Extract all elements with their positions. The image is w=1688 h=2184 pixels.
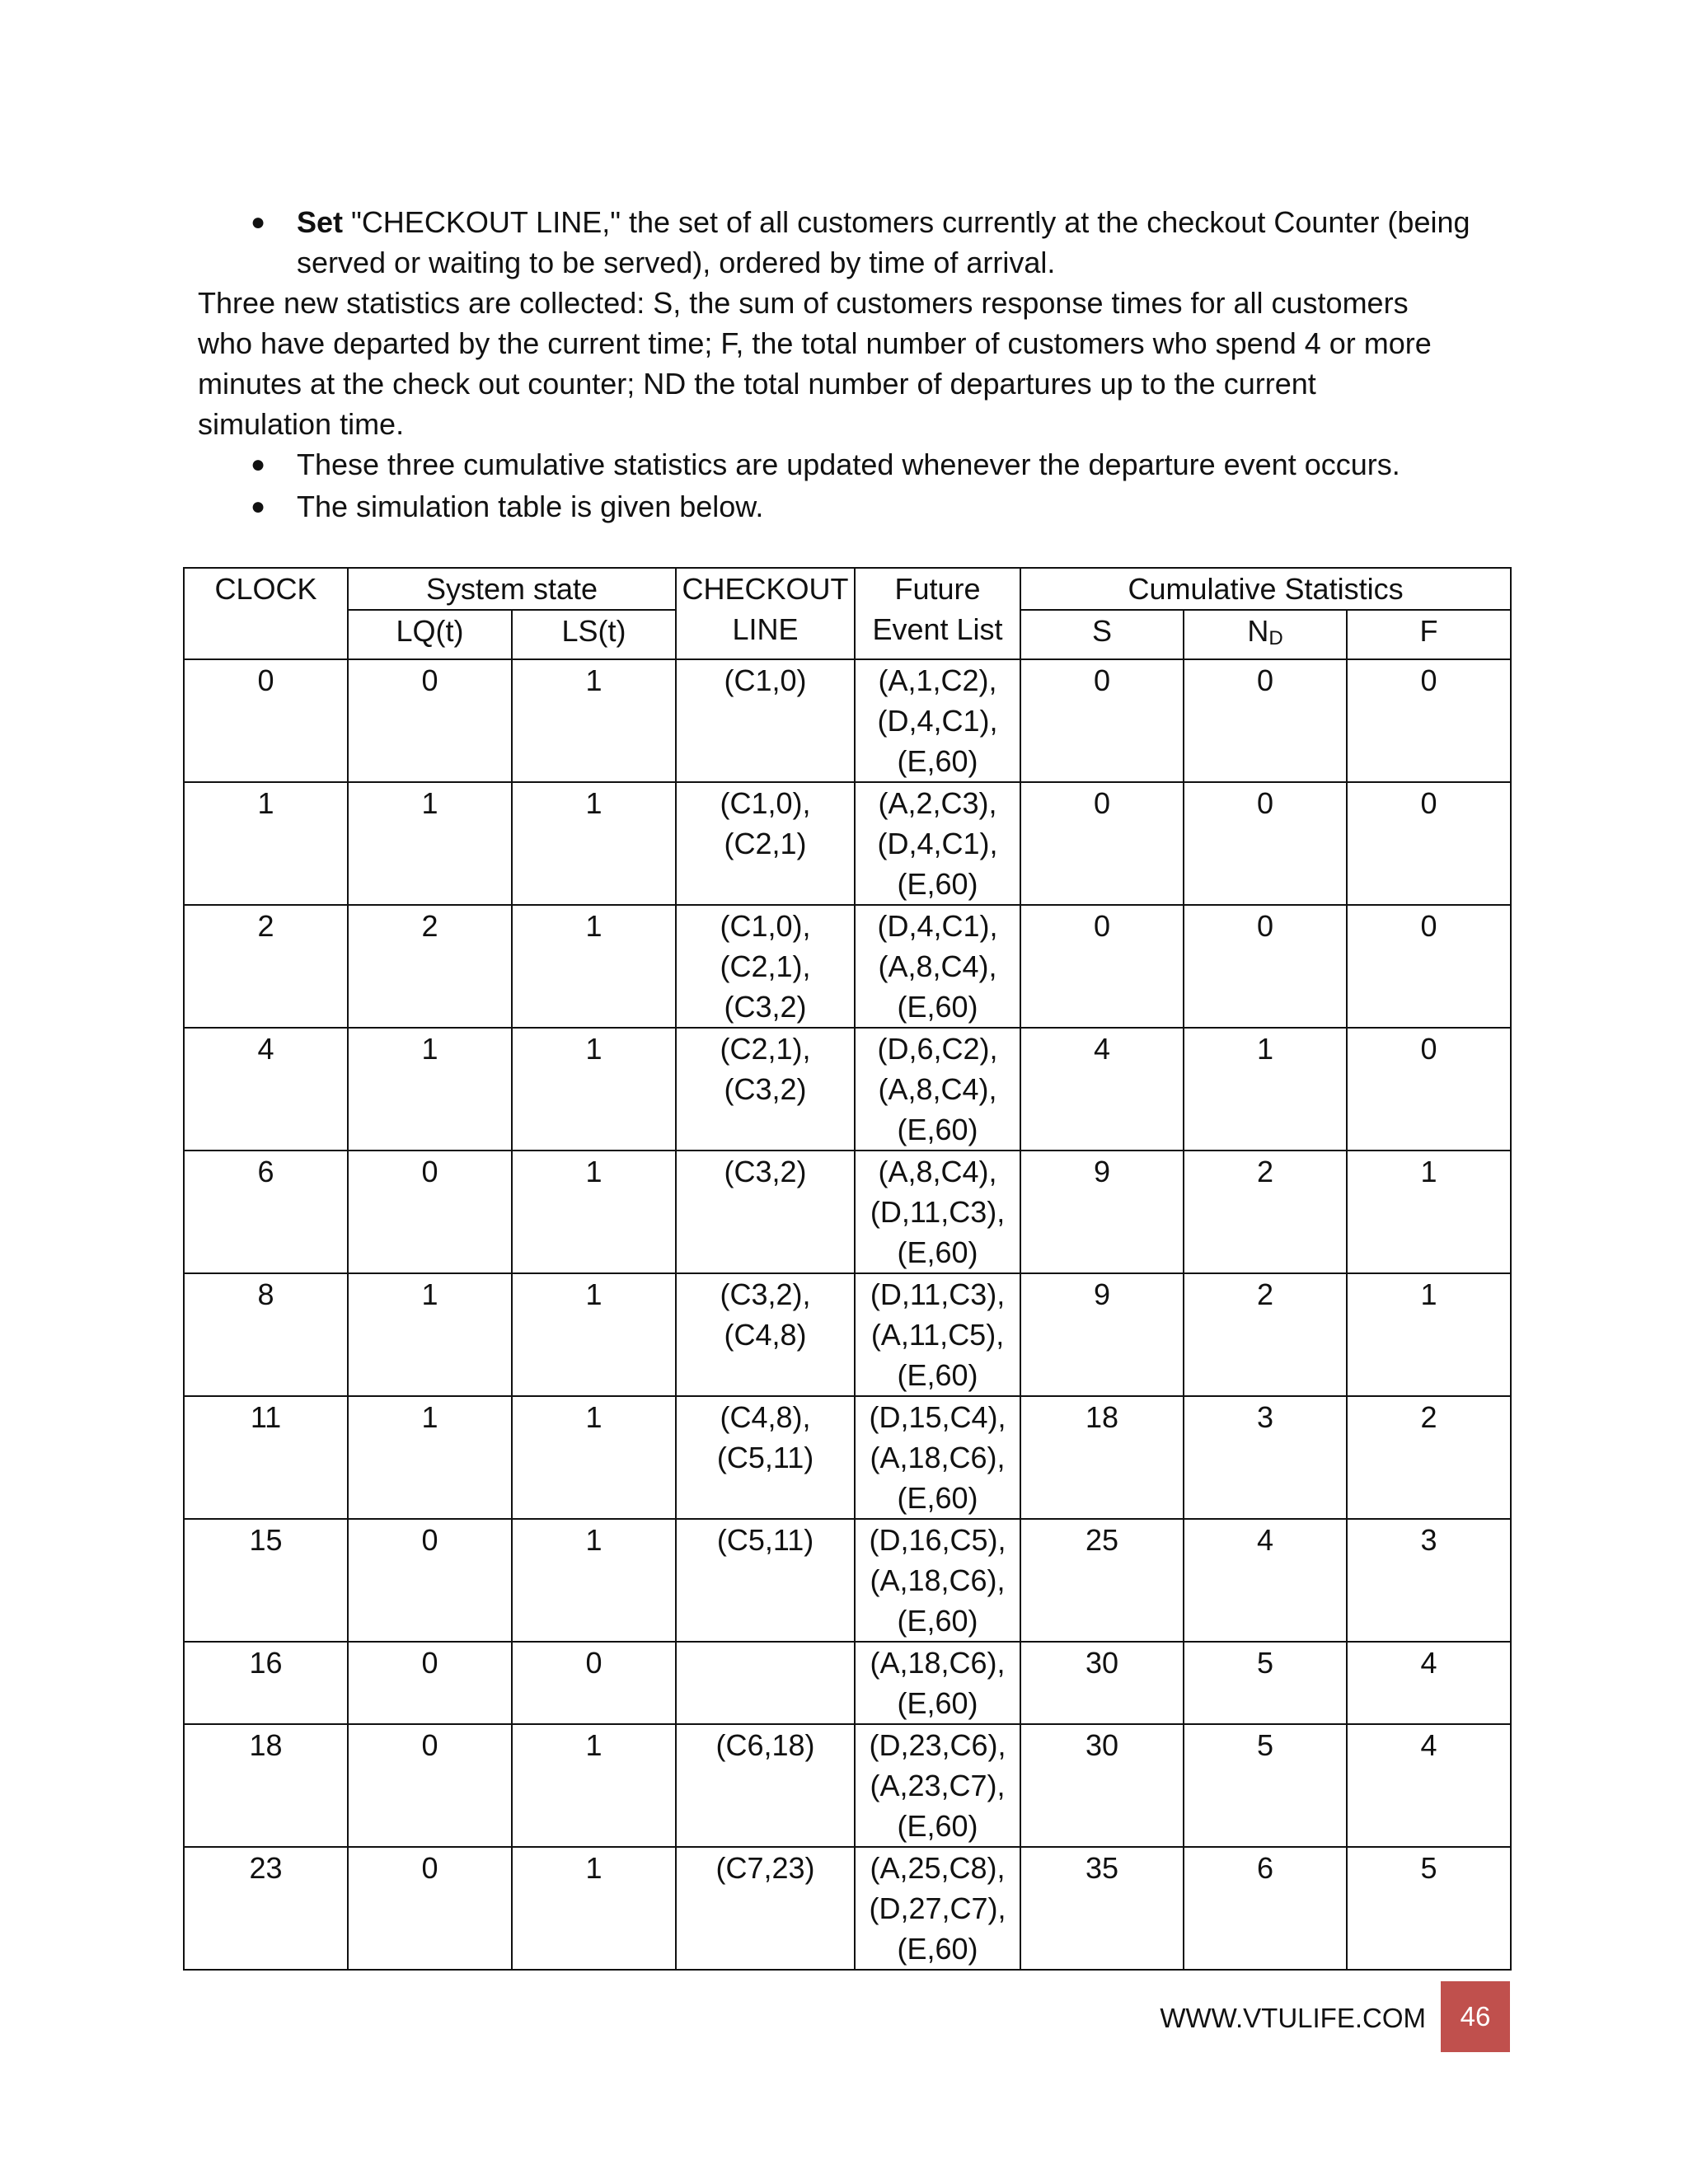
cell-f: 4 [1347,1724,1511,1847]
table-row [184,1396,1511,1519]
cell-nd: 3 [1184,1396,1347,1519]
cell-checkout-line: (C6,18) [676,1724,855,1847]
cell-future-event-list: (A,25,C8), (D,27,C7), (E,60) [855,1847,1020,1970]
header-future-event-list: Future Event List [855,568,1020,659]
table-row [184,782,1511,905]
cell-ls: 1 [512,1724,676,1847]
cell-lq: 0 [348,1519,512,1642]
bold-term: Set [297,205,344,239]
cell-future-event-list: (D,15,C4), (A,18,C6), (E,60) [855,1396,1020,1519]
cell-s: 35 [1020,1847,1184,1970]
cell-checkout-line: (C3,2), (C4,8) [676,1273,855,1396]
cell-f: 0 [1347,905,1511,1028]
cell-s: 4 [1020,1028,1184,1151]
cell-clock: 4 [184,1028,348,1151]
footer-site: WWW.VTULIFE.COM [1160,2003,1426,2033]
header-system-state: System state [348,568,676,610]
cell-f: 1 [1347,1151,1511,1273]
cell-lq: 0 [348,659,512,782]
bullet-text: The simulation table is given below. [297,490,764,523]
paragraph-line: minutes at the check out counter; ND the total number of departures up to the current [198,367,1316,401]
cell-s: 9 [1020,1151,1184,1273]
cell-lq: 1 [348,1396,512,1519]
cell-s: 18 [1020,1396,1184,1519]
table-row [184,1151,1511,1273]
bullet-text: These three cumulative statistics are updated whenever the departure event occurs. [297,448,1400,481]
table-row [184,1028,1511,1151]
cell-s: 0 [1020,659,1184,782]
cell-lq: 1 [348,782,512,905]
cell-checkout-line: (C5,11) [676,1519,855,1642]
paragraph-line: simulation time. [198,407,405,441]
header-clock: CLOCK [184,568,348,659]
cell-lq: 0 [348,1642,512,1724]
table-row [184,1519,1511,1642]
table-row [184,1273,1511,1396]
cell-nd: 1 [1184,1028,1347,1151]
header-lq: LQ(t) [348,610,512,659]
header-nd: ND [1184,610,1347,659]
cell-future-event-list: (A,8,C4), (D,11,C3), (E,60) [855,1151,1020,1273]
cell-lq: 0 [348,1847,512,1970]
cell-clock: 0 [184,659,348,782]
cell-ls: 1 [512,905,676,1028]
cell-future-event-list: (A,2,C3), (D,4,C1), (E,60) [855,782,1020,905]
cell-lq: 0 [348,1724,512,1847]
cell-f: 0 [1347,1028,1511,1151]
cell-future-event-list: (D,4,C1), (A,8,C4), (E,60) [855,905,1020,1028]
cell-f: 3 [1347,1519,1511,1642]
cell-ls: 1 [512,1519,676,1642]
cell-f: 0 [1347,782,1511,905]
bullet-text: "CHECKOUT LINE," the set of all customers currently at the checkout Counter (being [343,205,1470,239]
table-row [184,905,1511,1028]
table-header-row [184,568,1511,610]
cell-future-event-list: (D,16,C5), (A,18,C6), (E,60) [855,1519,1020,1642]
paragraph-line: who have departed by the current time; F, the total number of customers who spend 4 or more [198,326,1432,360]
cell-lq: 2 [348,905,512,1028]
cell-ls: 1 [512,782,676,905]
cell-nd: 0 [1184,905,1347,1028]
cell-clock: 23 [184,1847,348,1970]
cell-s: 30 [1020,1724,1184,1847]
cell-nd: 2 [1184,1273,1347,1396]
cell-ls: 1 [512,1847,676,1970]
bullet-simulation-table [251,486,764,527]
bullet-statistics-updated [251,444,1400,485]
cell-ls: 1 [512,1151,676,1273]
cell-f: 0 [1347,659,1511,782]
bullet-dot-icon: ● [251,493,266,520]
cell-future-event-list: (A,18,C6), (E,60) [855,1642,1020,1724]
cell-clock: 1 [184,782,348,905]
cell-ls: 0 [512,1642,676,1724]
cell-ls: 1 [512,1396,676,1519]
cell-future-event-list: (D,6,C2), (A,8,C4), (E,60) [855,1028,1020,1151]
cell-future-event-list: (D,11,C3), (A,11,C5), (E,60) [855,1273,1020,1396]
cell-f: 1 [1347,1273,1511,1396]
bullet-set-checkout-line [251,202,1470,283]
cell-clock: 2 [184,905,348,1028]
cell-s: 9 [1020,1273,1184,1396]
cell-nd: 5 [1184,1724,1347,1847]
cell-nd: 0 [1184,782,1347,905]
page-number-badge: 46 [1441,1981,1510,2052]
cell-clock: 11 [184,1396,348,1519]
cell-checkout-line: (C2,1), (C3,2) [676,1028,855,1151]
cell-ls: 1 [512,1273,676,1396]
cell-nd: 0 [1184,659,1347,782]
cell-s: 0 [1020,782,1184,905]
cell-nd: 5 [1184,1642,1347,1724]
cell-nd: 2 [1184,1151,1347,1273]
cell-checkout-line: (C1,0), (C2,1) [676,782,855,905]
table-row [184,1724,1511,1847]
bullet-dot-icon: ● [251,209,266,236]
cell-lq: 1 [348,1273,512,1396]
cell-clock: 15 [184,1519,348,1642]
cell-s: 30 [1020,1642,1184,1724]
cell-checkout-line: (C3,2) [676,1151,855,1273]
table-row [184,1847,1511,1970]
cell-s: 0 [1020,905,1184,1028]
cell-checkout-line: (C4,8), (C5,11) [676,1396,855,1519]
cell-f: 2 [1347,1396,1511,1519]
cell-f: 5 [1347,1847,1511,1970]
cell-nd: 4 [1184,1519,1347,1642]
cell-f: 4 [1347,1642,1511,1724]
cell-checkout-line: (C1,0), (C2,1), (C3,2) [676,905,855,1028]
cell-clock: 18 [184,1724,348,1847]
bullet-dot-icon: ● [251,451,266,478]
cell-clock: 16 [184,1642,348,1724]
cell-future-event-list: (A,1,C2), (D,4,C1), (E,60) [855,659,1020,782]
cell-checkout-line: (C1,0) [676,659,855,782]
cell-ls: 1 [512,659,676,782]
cell-future-event-list: (D,23,C6), (A,23,C7), (E,60) [855,1724,1020,1847]
statistics-paragraph [198,283,1517,444]
header-s: S [1020,610,1184,659]
header-ls: LS(t) [512,610,676,659]
cell-nd: 6 [1184,1847,1347,1970]
simulation-table [183,567,1512,1971]
cell-checkout-line [676,1642,855,1724]
cell-clock: 6 [184,1151,348,1273]
paragraph-line: Three new statistics are collected: S, the sum of customers response times for all customers [198,286,1409,320]
header-cumulative-statistics: Cumulative Statistics [1020,568,1511,610]
header-f: F [1347,610,1511,659]
cell-clock: 8 [184,1273,348,1396]
bullet-text-continued: served or waiting to be served), ordered by time of arrival. [297,246,1056,279]
table-row [184,1642,1511,1724]
table-row [184,659,1511,782]
cell-ls: 1 [512,1028,676,1151]
header-checkout-line: CHECKOUT LINE [676,568,855,659]
cell-checkout-line: (C7,23) [676,1847,855,1970]
cell-lq: 1 [348,1028,512,1151]
cell-lq: 0 [348,1151,512,1273]
cell-s: 25 [1020,1519,1184,1642]
